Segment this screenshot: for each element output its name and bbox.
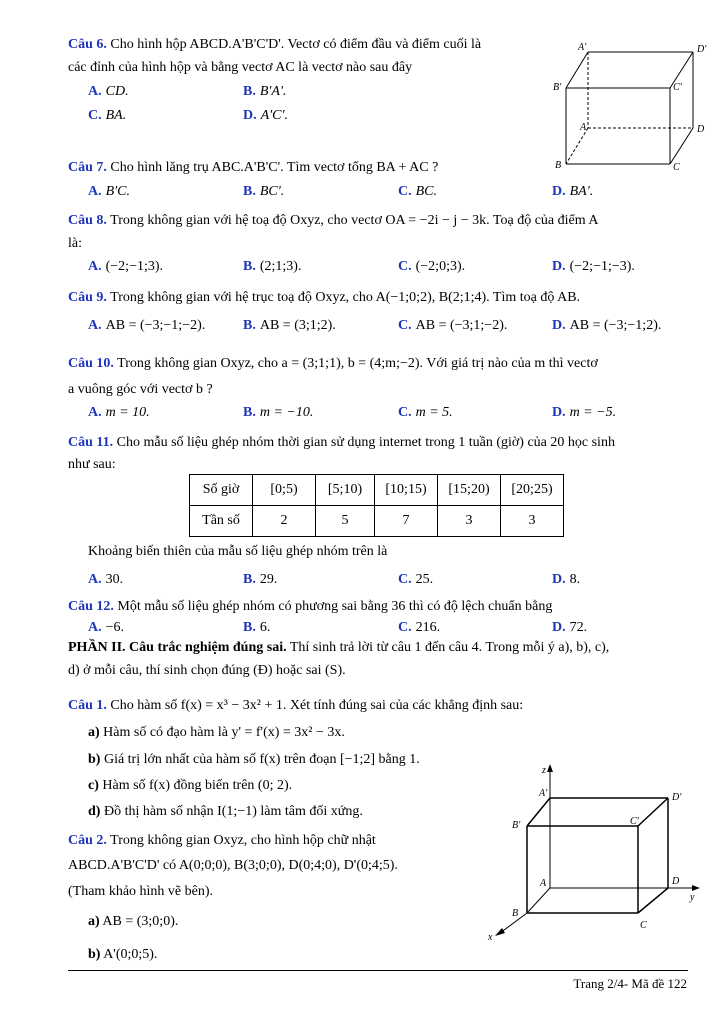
part2-line1 bbox=[68, 639, 609, 657]
edge-AprBpr bbox=[566, 52, 588, 88]
option-text: B'A'. bbox=[259, 84, 287, 99]
tf2-text1: Trong không gian Oxyz, cho hình hộp chữ nhật bbox=[110, 833, 376, 848]
option-key: B. bbox=[243, 572, 256, 587]
q10-option-d bbox=[552, 404, 616, 422]
item-text: AB = (3;0;0). bbox=[102, 914, 179, 929]
tf2-cuboid-figure bbox=[480, 758, 710, 948]
option-text: m = 10. bbox=[105, 405, 150, 420]
option-key: A. bbox=[88, 184, 102, 199]
fig-label: A bbox=[580, 122, 587, 133]
q8-option-d bbox=[552, 258, 635, 276]
footer-divider bbox=[68, 970, 688, 971]
option-text: BC. bbox=[415, 184, 438, 199]
q8-option-b bbox=[243, 258, 301, 276]
fig-label: z bbox=[542, 765, 546, 776]
option-text: 30. bbox=[105, 572, 124, 587]
q12-option-d bbox=[552, 619, 587, 637]
q7-option-b bbox=[243, 183, 284, 201]
option-key: C. bbox=[398, 572, 412, 587]
option-key: C. bbox=[398, 259, 412, 274]
option-text: m = −10. bbox=[259, 405, 314, 420]
q12-option-b bbox=[243, 619, 270, 637]
table-cell: [10;15) bbox=[375, 475, 438, 506]
option-key: D. bbox=[552, 620, 566, 635]
option-key: D. bbox=[552, 184, 566, 199]
option-text: 29. bbox=[259, 572, 278, 587]
option-text: 6. bbox=[259, 620, 271, 635]
q10-option-b bbox=[243, 404, 313, 422]
q8-line1 bbox=[68, 212, 598, 230]
option-key: D. bbox=[552, 318, 566, 333]
fig-label: B' bbox=[553, 82, 562, 93]
q6-option-c bbox=[88, 107, 126, 125]
tf1-item-c bbox=[88, 777, 292, 795]
q10-option-a bbox=[88, 404, 150, 422]
tf2-item-a bbox=[88, 913, 178, 931]
option-key: B. bbox=[243, 405, 256, 420]
q6-label: Câu 6. bbox=[68, 37, 107, 52]
table-cell: [15;20) bbox=[438, 475, 501, 506]
fig-label: A' bbox=[578, 42, 587, 53]
fig-label: C' bbox=[630, 816, 639, 827]
option-key: B. bbox=[243, 84, 256, 99]
q9-line bbox=[68, 289, 580, 307]
option-text: BA'. bbox=[569, 184, 594, 199]
option-key: C. bbox=[398, 620, 412, 635]
tf1-label: Câu 1. bbox=[68, 698, 107, 713]
q6-text1: Cho hình hộp ABCD.A'B'C'D'. Vectơ có điểm đầu và điểm cuối là bbox=[110, 37, 482, 52]
edge-DprCpr bbox=[638, 798, 668, 826]
option-text: m = 5. bbox=[415, 405, 453, 420]
tf2-line2: ABCD.A'B'C'D' có A(0;0;0), B(3;0;0), D(0;4;0), D'(0;4;5). bbox=[68, 858, 398, 873]
q6-parallelepiped-figure bbox=[548, 40, 713, 175]
q7-option-c bbox=[398, 183, 437, 201]
option-key: A. bbox=[88, 84, 102, 99]
q8-option-c bbox=[398, 258, 465, 276]
option-text: B'C. bbox=[105, 184, 131, 199]
edge-CD bbox=[670, 128, 693, 164]
q7-text: Cho hình lăng trụ ABC.A'B'C'. Tìm vectơ tổng BA + AC ? bbox=[110, 160, 439, 175]
tf1-line bbox=[68, 697, 523, 715]
q11-label: Câu 11. bbox=[68, 435, 114, 450]
q11-line1 bbox=[68, 434, 615, 452]
q11-text1: Cho mẫu số liệu ghép nhóm thời gian sử dụng internet trong 1 tuần (giờ) của 20 học sinh bbox=[116, 435, 615, 450]
part2-heading: PHẦN II. Câu trắc nghiệm đúng sai. bbox=[68, 640, 287, 655]
option-text: A'C'. bbox=[260, 108, 289, 123]
item-text: Hàm số có đạo hàm là y' = f'(x) = 3x² − 3x. bbox=[103, 725, 345, 740]
fig-label: B' bbox=[512, 820, 521, 831]
q7-option-d bbox=[552, 183, 593, 201]
option-text: (−2;−1;−3). bbox=[569, 259, 635, 274]
tf2-item-b bbox=[88, 946, 157, 964]
q10-line2: a vuông góc với vectơ b ? bbox=[68, 382, 213, 397]
fig-label: y bbox=[690, 892, 695, 903]
option-text: −6. bbox=[105, 620, 125, 635]
option-key: D. bbox=[552, 572, 566, 587]
table-row bbox=[190, 506, 564, 537]
fig-label: C' bbox=[673, 82, 682, 93]
fig-label: C bbox=[673, 162, 680, 173]
option-text: (2;1;3). bbox=[259, 259, 302, 274]
option-key: C. bbox=[398, 405, 412, 420]
option-key: A. bbox=[88, 405, 102, 420]
option-text: 216. bbox=[415, 620, 441, 635]
x-arrow bbox=[495, 928, 505, 936]
q8-label: Câu 8. bbox=[68, 213, 107, 228]
item-text: A'(0;0;5). bbox=[103, 947, 158, 962]
option-key: A. bbox=[88, 259, 102, 274]
q11-option-a bbox=[88, 571, 123, 589]
q6-line2: các đỉnh của hình hộp và bằng vectơ AC là vectơ nào sau đây bbox=[68, 60, 413, 75]
option-text: 25. bbox=[415, 572, 434, 587]
q9-option-a bbox=[88, 317, 205, 335]
fig-label: x bbox=[488, 932, 493, 943]
q8-option-a bbox=[88, 258, 163, 276]
q9-option-b bbox=[243, 317, 336, 335]
table-cell: [0;5) bbox=[253, 475, 316, 506]
table-cell: [20;25) bbox=[501, 475, 564, 506]
option-key: D. bbox=[552, 405, 566, 420]
option-text: AB = (−3;−1;−2). bbox=[105, 318, 206, 333]
fig-label: D' bbox=[672, 792, 682, 803]
q9-option-d bbox=[552, 317, 661, 335]
q11-option-b bbox=[243, 571, 277, 589]
q10-line1 bbox=[68, 355, 598, 373]
fig-label: D bbox=[672, 876, 680, 887]
table-cell: [5;10) bbox=[316, 475, 375, 506]
fig-label: B bbox=[512, 908, 519, 919]
part2-line2: d) ở mỗi câu, thí sinh chọn đúng (Đ) hoặc sai (S). bbox=[68, 663, 346, 678]
q7-line bbox=[68, 159, 438, 177]
q10-option-c bbox=[398, 404, 453, 422]
q11-after-text: Khoảng biến thiên của mẫu số liệu ghép nhóm trên là bbox=[88, 544, 388, 559]
q11-option-d bbox=[552, 571, 580, 589]
q7-option-a bbox=[88, 183, 130, 201]
option-text: AB = (−3;1;−2). bbox=[415, 318, 508, 333]
q9-text: Trong không gian với hệ trục toạ độ Oxyz, cho A(−1;0;2), B(2;1;4). Tìm toạ độ AB. bbox=[110, 290, 581, 305]
option-text: 8. bbox=[569, 572, 581, 587]
option-text: (−2;−1;3). bbox=[105, 259, 164, 274]
option-text: AB = (−3;−1;2). bbox=[569, 318, 662, 333]
option-key: C. bbox=[398, 318, 412, 333]
item-text: Giá trị lớn nhất của hàm số f(x) trên đoạn [−1;2] bằng 1. bbox=[103, 752, 420, 767]
edge-AB bbox=[527, 888, 550, 913]
option-key: C. bbox=[398, 184, 412, 199]
q7-label: Câu 7. bbox=[68, 160, 107, 175]
option-key: B. bbox=[243, 259, 256, 274]
option-key: B. bbox=[243, 620, 256, 635]
table-cell: 3 bbox=[501, 506, 564, 537]
option-text: BC'. bbox=[259, 184, 285, 199]
table-cell: 5 bbox=[316, 506, 375, 537]
fig-label: B bbox=[555, 160, 562, 171]
fig-label: A bbox=[540, 878, 547, 889]
page-footer: Trang 2/4- Mã đề 122 bbox=[573, 976, 687, 991]
table-row bbox=[190, 475, 564, 506]
edge-AB bbox=[566, 128, 588, 164]
option-key: D. bbox=[552, 259, 566, 274]
option-key: C. bbox=[88, 108, 102, 123]
y-arrow bbox=[692, 885, 700, 891]
tf1-text: Cho hàm số f(x) = x³ − 3x² + 1. Xét tính đúng sai của các khẳng định sau: bbox=[110, 698, 524, 713]
option-text: BA. bbox=[105, 108, 127, 123]
option-key: B. bbox=[243, 184, 256, 199]
fig-label: C bbox=[640, 920, 647, 931]
table-cell: 2 bbox=[253, 506, 316, 537]
q8-text1: Trong không gian với hệ toạ độ Oxyz, cho vectơ OA = −2i − j − 3k. Toạ độ của điểm A bbox=[110, 213, 599, 228]
item-text: Đồ thị hàm số nhận I(1;−1) làm tâm đối xứng. bbox=[103, 804, 363, 819]
option-key: A. bbox=[88, 318, 102, 333]
tf1-item-a bbox=[88, 724, 345, 742]
option-text: 72. bbox=[569, 620, 588, 635]
item-text: Hàm số f(x) đồng biến trên (0; 2). bbox=[102, 778, 293, 793]
item-key: d) bbox=[88, 804, 101, 819]
q6-option-d bbox=[243, 107, 288, 125]
q12-option-c bbox=[398, 619, 440, 637]
q11-option-c bbox=[398, 571, 433, 589]
item-key: a) bbox=[88, 914, 100, 929]
item-key: b) bbox=[88, 752, 101, 767]
fig-label: D' bbox=[697, 44, 707, 55]
option-key: A. bbox=[88, 572, 102, 587]
q12-option-a bbox=[88, 619, 124, 637]
q6-line1 bbox=[68, 36, 481, 54]
z-arrow bbox=[547, 764, 553, 772]
q8-line2: là: bbox=[68, 236, 82, 251]
fig-label: A' bbox=[539, 788, 548, 799]
q11-line2: như sau: bbox=[68, 457, 116, 472]
part2-text1: Thí sinh trả lời từ câu 1 đến câu 4. Trong mỗi ý a), b), c), bbox=[289, 640, 610, 655]
option-key: A. bbox=[88, 620, 102, 635]
edge-CD bbox=[638, 888, 668, 913]
item-key: b) bbox=[88, 947, 101, 962]
q12-line bbox=[68, 598, 552, 616]
q6-option-b bbox=[243, 83, 286, 101]
option-key: D. bbox=[243, 108, 257, 123]
tf1-item-b bbox=[88, 751, 420, 769]
frequency-table bbox=[189, 474, 564, 537]
table-cell: 3 bbox=[438, 506, 501, 537]
tf1-item-d bbox=[88, 803, 363, 821]
q10-label: Câu 10. bbox=[68, 356, 114, 371]
q12-label: Câu 12. bbox=[68, 599, 114, 614]
option-text: m = −5. bbox=[569, 405, 617, 420]
table-header-cell: Số giờ bbox=[190, 475, 253, 506]
fig-label: D bbox=[697, 124, 705, 135]
q9-option-c bbox=[398, 317, 507, 335]
q12-text: Một mẫu số liệu ghép nhóm có phương sai bằng 36 thì có độ lệch chuẩn bằng bbox=[117, 599, 553, 614]
q9-label: Câu 9. bbox=[68, 290, 107, 305]
option-text: CD. bbox=[105, 84, 129, 99]
tf2-line1 bbox=[68, 832, 376, 850]
item-key: c) bbox=[88, 778, 99, 793]
option-text: AB = (3;1;2). bbox=[259, 318, 336, 333]
option-key: B. bbox=[243, 318, 256, 333]
option-text: (−2;0;3). bbox=[415, 259, 466, 274]
q6-option-a bbox=[88, 83, 129, 101]
tf2-label: Câu 2. bbox=[68, 833, 107, 848]
tf2-line3: (Tham khảo hình vẽ bên). bbox=[68, 884, 214, 899]
q10-text1: Trong không gian Oxyz, cho a = (3;1;1), b = (4;m;−2). Với giá trị nào của m thì vectơ bbox=[117, 356, 598, 371]
edge-AprBpr bbox=[527, 798, 550, 826]
item-key: a) bbox=[88, 725, 100, 740]
table-header-cell: Tần số bbox=[190, 506, 253, 537]
table-cell: 7 bbox=[375, 506, 438, 537]
